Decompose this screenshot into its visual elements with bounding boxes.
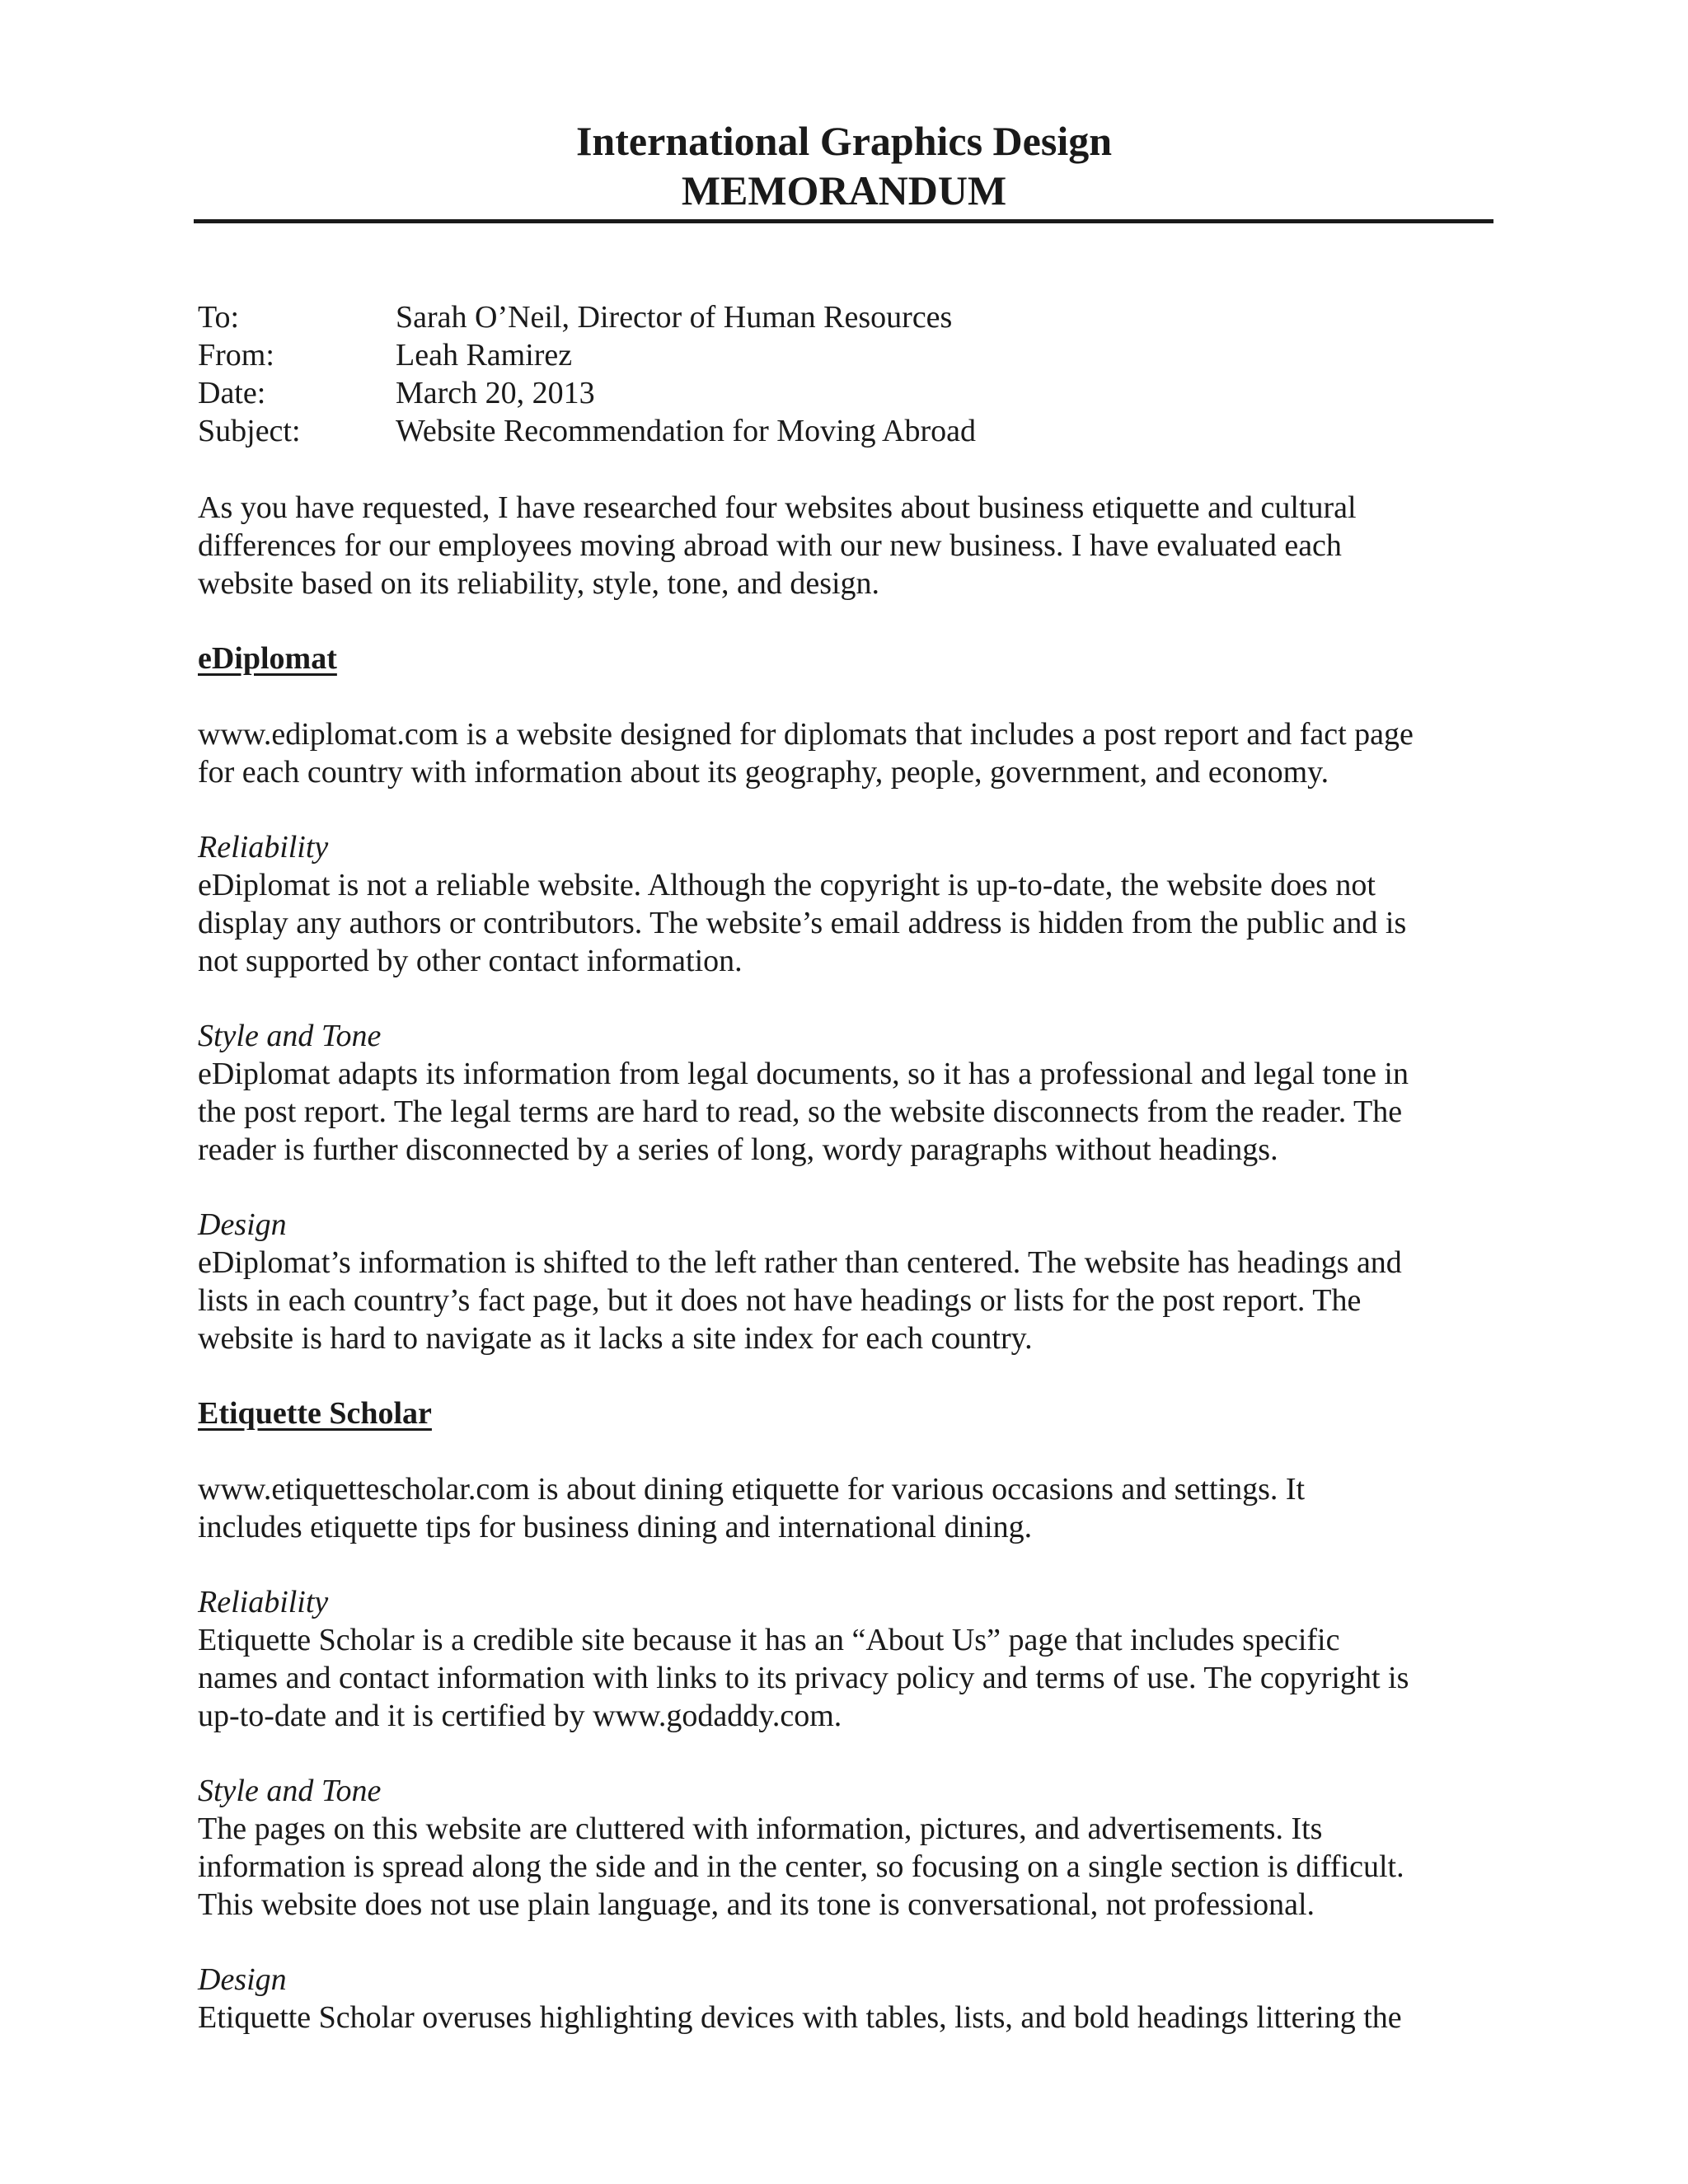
text-line: the post report. The legal terms are hard to read, so the website disconnects from the reader. The (198, 1094, 1403, 1129)
document-type-title: MEMORANDUM (681, 167, 1007, 213)
intro-paragraph (198, 489, 1492, 602)
text-line: for each country with information about its geography, people, government, and economy. (198, 755, 1329, 790)
text-line: eDiplomat adapts its information from legal documents, so it has a professional and legal tone in (198, 1057, 1409, 1091)
subheading-reliability: Reliability (198, 1585, 329, 1619)
section-summary (198, 1470, 1492, 1546)
text-line: includes etiquette tips for business dining and international dining. (198, 1510, 1033, 1544)
subheading-design: Design (198, 1207, 287, 1242)
reliability-paragraph (198, 866, 1492, 980)
subheading-design: Design (198, 1962, 287, 1997)
text-line: names and contact information with links to its privacy policy and terms of use. The copyright is (198, 1661, 1409, 1695)
header-divider (194, 219, 1493, 223)
text-line: display any authors or contributors. The website’s email address is hidden from the public and is (198, 906, 1407, 940)
style-tone-paragraph (198, 1810, 1492, 1924)
text-line: The pages on this website are cluttered with information, pictures, and advertisements. Its (198, 1811, 1323, 1846)
memo-field-label: Date: (198, 376, 266, 410)
text-line: up-to-date and it is certified by www.godaddy.com. (198, 1699, 842, 1733)
text-line: lists in each country’s fact page, but it does not have headings or lists for the post report. The (198, 1283, 1362, 1318)
subheading-style-and-tone: Style and Tone (198, 1019, 382, 1053)
memo-field-label: To: (198, 300, 240, 335)
text-line: Etiquette Scholar overuses highlighting devices with tables, lists, and bold headings littering the (198, 2000, 1402, 2035)
text-line: This website does not use plain language, and its tone is conversational, not professional. (198, 1887, 1315, 1922)
style-tone-paragraph (198, 1055, 1492, 1169)
text-line: differences for our employees moving abroad with our new business. I have evaluated each (198, 528, 1342, 563)
section-summary (198, 715, 1492, 791)
memo-field-value: Website Recommendation for Moving Abroad (396, 414, 977, 448)
text-line: website is hard to navigate as it lacks a site index for each country. (198, 1321, 1033, 1356)
memo-field-label: Subject: (198, 414, 301, 448)
text-line: eDiplomat’s information is shifted to the left rather than centered. The website has headings and (198, 1245, 1402, 1280)
text-line: As you have requested, I have researched four websites about business etiquette and cultural (198, 490, 1357, 525)
text-line: reader is further disconnected by a series of long, wordy paragraphs without headings. (198, 1132, 1278, 1167)
text-line: not supported by other contact information. (198, 944, 743, 978)
organization-title: International Graphics Design (575, 118, 1113, 164)
section-heading-etiquette-scholar: Etiquette Scholar (198, 1396, 432, 1431)
memo-field-value: Sarah O’Neil, Director of Human Resources (396, 300, 953, 335)
design-paragraph (198, 1999, 1492, 2036)
subheading-style-and-tone: Style and Tone (198, 1774, 382, 1808)
subheading-reliability: Reliability (198, 830, 329, 865)
section-heading-ediplomat: eDiplomat (198, 641, 337, 676)
text-line: website based on its reliability, style, tone, and design. (198, 566, 880, 601)
text-line: Etiquette Scholar is a credible site because it has an “About Us” page that includes specific (198, 1623, 1340, 1657)
text-line: www.ediplomat.com is a website designed for diplomats that includes a post report and fact page (198, 717, 1414, 752)
text-line: eDiplomat is not a reliable website. Although the copyright is up-to-date, the website does not (198, 868, 1376, 902)
memo-field-value: Leah Ramirez (396, 338, 573, 373)
text-line: www.etiquettescholar.com is about dining etiquette for various occasions and settings. It (198, 1472, 1306, 1507)
reliability-paragraph (198, 1621, 1492, 1735)
design-paragraph (198, 1244, 1492, 1357)
memo-field-label: From: (198, 338, 274, 373)
text-line: information is spread along the side and in the center, so focusing on a single section is difficult. (198, 1849, 1404, 1884)
memo-field-value: March 20, 2013 (396, 376, 595, 410)
